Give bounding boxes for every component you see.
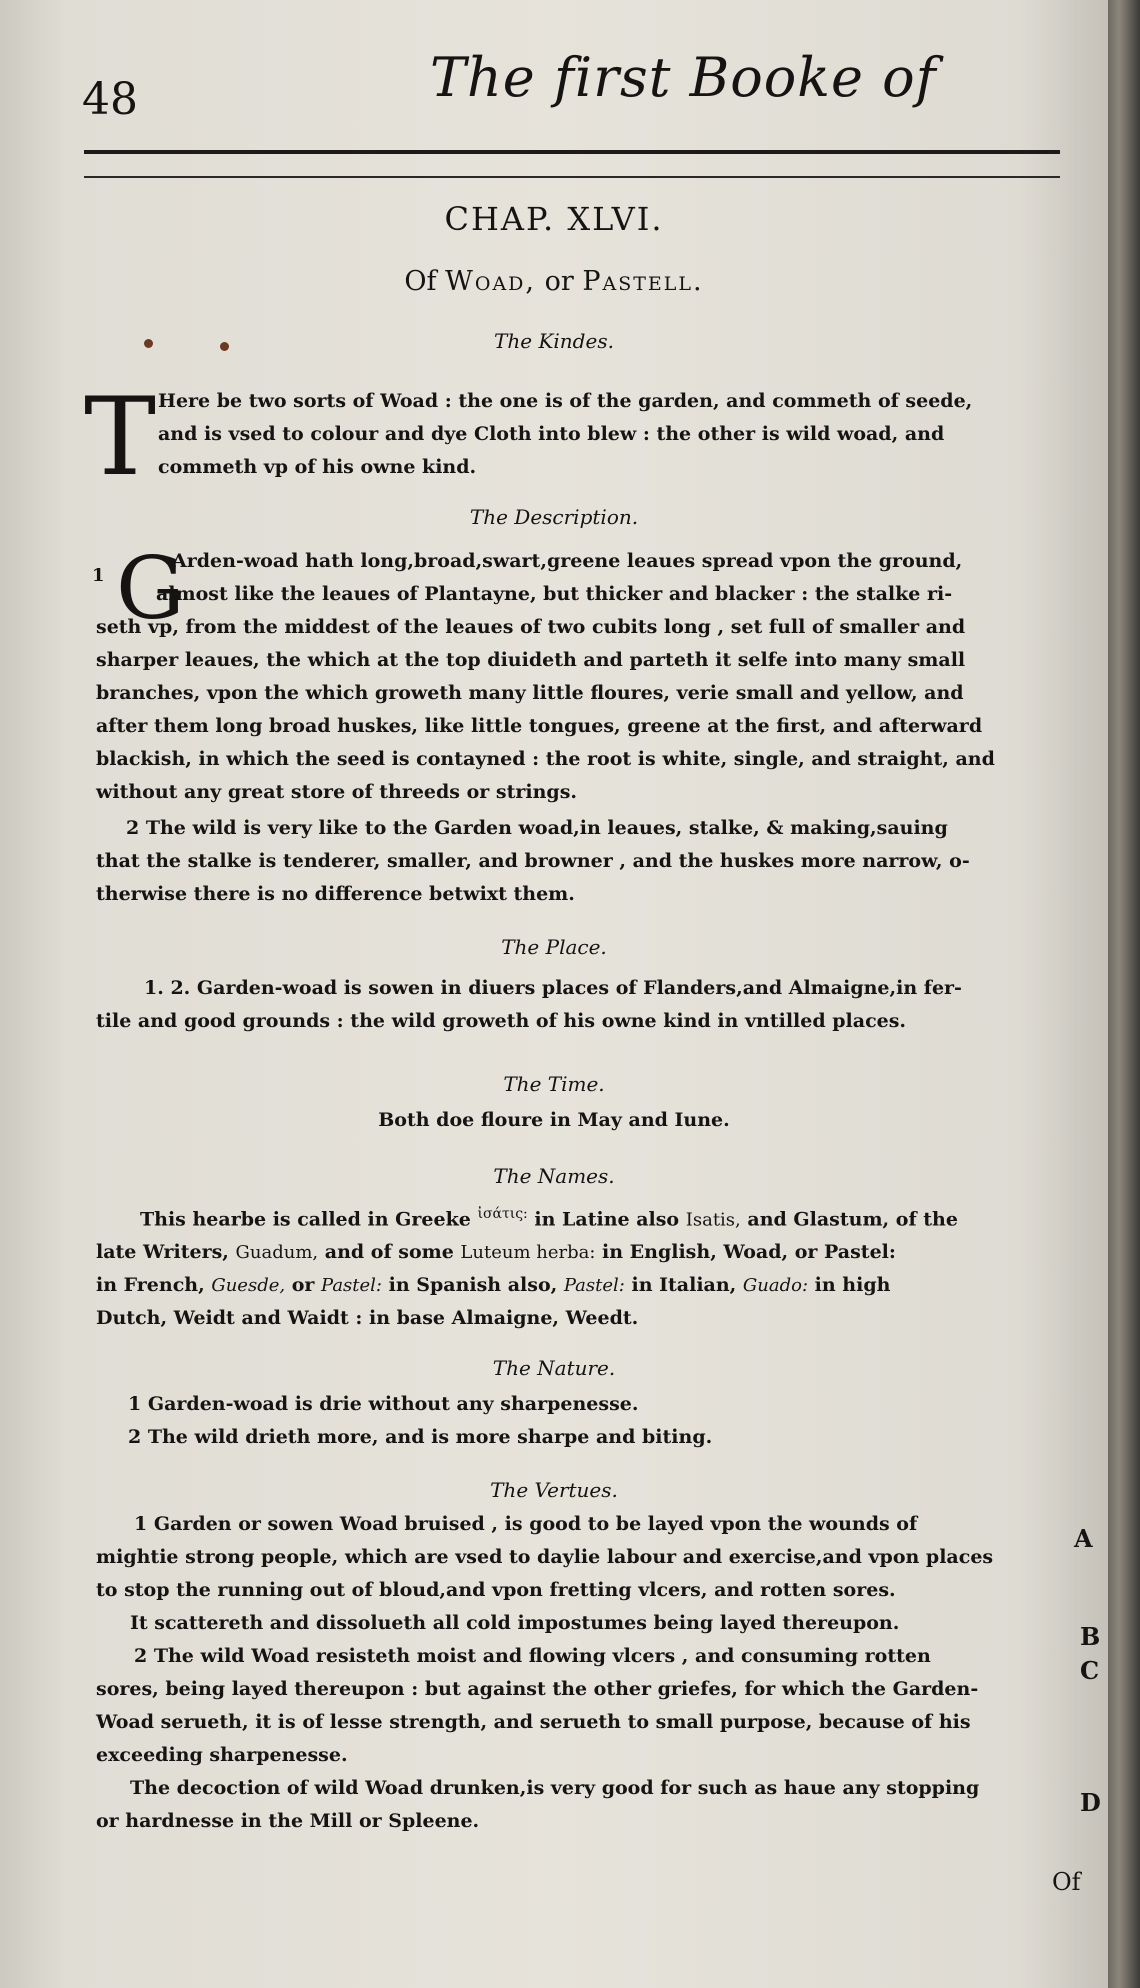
- text-line: The decoction of wild Woad drunken,is very good for such as haue any stopping: [130, 1777, 980, 1799]
- italian-name: Guado:: [742, 1275, 809, 1297]
- latin-name: Guadum,: [235, 1242, 319, 1264]
- margin-letter-d: D: [1080, 1788, 1101, 1817]
- nature-paragraph: [128, 1388, 712, 1454]
- item-number: 1: [134, 1513, 148, 1535]
- page-number: 48: [82, 74, 138, 125]
- article-title-or: or: [536, 266, 583, 297]
- item-number: 1: [128, 1393, 142, 1415]
- text-fragment: in Latine also: [527, 1208, 686, 1231]
- article-title: [0, 266, 1108, 297]
- margin-letter-c: C: [1080, 1656, 1100, 1685]
- text-line: seth vp, from the middest of the leaues of two cubits long , set full of smaller and: [96, 616, 966, 638]
- french-name: Pastel:: [321, 1275, 382, 1297]
- kindes-paragraph: [158, 385, 972, 484]
- text-line: Dutch, Weidt and Waidt : in base Almaigne, Weedt.: [96, 1307, 639, 1330]
- text-line: The wild drieth more, and is more sharpe and biting.: [147, 1426, 713, 1448]
- text-line: [96, 1236, 958, 1269]
- text-line: therwise there is no difference betwixt them.: [96, 883, 575, 905]
- text-line: that the stalke is tenderer, smaller, and browner , and the huskes more narrow, o-: [96, 850, 970, 872]
- section-heading-nature: The Nature.: [492, 1356, 616, 1380]
- greek-name: ἰσάτις:: [477, 1206, 528, 1222]
- text-fragment: and Glastum, of the: [740, 1208, 958, 1231]
- text-line: The wild Woad resisteth moist and flowing vlcers , and consuming rotten: [153, 1645, 931, 1667]
- margin-letter-a: A: [1074, 1524, 1093, 1553]
- text-line: Woad serueth, it is of lesse strength, and serueth to small purpose, because of his: [96, 1711, 971, 1733]
- section-heading-place: The Place.: [501, 935, 607, 959]
- item-number: 1. 2.: [144, 977, 191, 999]
- text-fragment: in Spanish also,: [382, 1274, 564, 1297]
- item-number: 2: [126, 817, 140, 839]
- header-rule: [84, 150, 1060, 154]
- text-line: Garden-woad is drie without any sharpenesse.: [147, 1393, 639, 1415]
- names-paragraph: [96, 1198, 958, 1335]
- text-fragment: late Writers,: [96, 1241, 236, 1264]
- page-gutter-edge: [1108, 0, 1140, 1988]
- text-line: exceeding sharpenesse.: [96, 1744, 348, 1766]
- text-line: mightie strong people, which are vsed to daylie labour and exercise,and vpon places: [96, 1546, 994, 1568]
- section-heading-time: The Time.: [503, 1072, 605, 1096]
- text-line-with-number: [96, 1640, 993, 1673]
- spanish-name: Pastel:: [563, 1275, 625, 1297]
- text-line: and is vsed to colour and dye Cloth into blew : the other is wild woad, and: [158, 423, 945, 445]
- drop-cap-g: G: [116, 539, 185, 639]
- text-line: sharper leaues, the which at the top diuideth and parteth it selfe into many small: [96, 649, 966, 671]
- text-line: sores, being layed thereupon : but against the other griefes, for which the Garden-: [96, 1678, 979, 1700]
- description-paragraph-1: [96, 539, 995, 809]
- text-line: Garden-woad is sowen in diuers places of Flanders,and Almaigne,in fer-: [196, 977, 962, 999]
- text-line: tile and good grounds : the wild groweth of his owne kind in vntilled places.: [96, 1010, 907, 1032]
- text-fragment: in Italian,: [624, 1274, 743, 1297]
- text-line: Garden or sowen Woad bruised , is good to be layed vpon the wounds of: [153, 1513, 918, 1535]
- chapter-title: CHAP. XLVI.: [444, 200, 664, 238]
- section-heading-kindes: The Kindes.: [494, 329, 614, 353]
- text-line: blackish, in which the seed is contayned : the root is white, single, and straight, and: [96, 748, 995, 770]
- margin-letter-b: B: [1080, 1622, 1101, 1651]
- text-line: branches, vpon the which groweth many little floures, verie small and yellow, and: [96, 682, 964, 704]
- item-number: 1: [92, 565, 105, 586]
- text-fragment: in French,: [96, 1274, 212, 1297]
- text-line: without any great store of threeds or strings.: [96, 781, 578, 803]
- item-number: 2: [134, 1645, 148, 1667]
- text-fragment: This hearbe is called in Greeke: [140, 1208, 478, 1231]
- catchword: Of: [1052, 1868, 1081, 1896]
- text-line: Here be two sorts of Woad : the one is of the garden, and commeth of seede,: [158, 390, 973, 412]
- text-line: or hardnesse in the Mill or Spleene.: [96, 1810, 480, 1832]
- text-line: It scattereth and dissolueth all cold impostumes being layed thereupon.: [130, 1612, 900, 1634]
- article-title-woad: Woad,: [445, 266, 536, 297]
- section-heading-description: The Description.: [469, 505, 639, 529]
- text-fragment: in English, Woad, or Pastel:: [595, 1241, 896, 1264]
- article-title-prefix: Of: [404, 266, 446, 297]
- text-line: after them long broad huskes, like little tongues, greene at the first, and afterward: [96, 715, 983, 737]
- text-line-with-number: [96, 812, 970, 845]
- latin-name: Isatis,: [685, 1209, 741, 1231]
- text-fragment: or: [285, 1274, 322, 1297]
- french-name: Guesde,: [211, 1275, 286, 1297]
- time-line: Both doe floure in May and Iune.: [378, 1109, 730, 1131]
- drop-cap-t: T: [84, 375, 157, 500]
- text-fragment: and of some: [318, 1241, 461, 1264]
- text-line: almost like the leaues of Plantayne, but thicker and blacker : the stalke ri-: [156, 583, 953, 605]
- article-title-pastell: Pastell.: [582, 266, 704, 297]
- text-line: commeth vp of his owne kind.: [158, 456, 477, 478]
- place-paragraph: [96, 972, 962, 1038]
- text-line-with-number: [96, 972, 962, 1005]
- item-number: 2: [128, 1426, 142, 1448]
- text-line: [96, 1269, 958, 1302]
- text-line: The wild is very like to the Garden woad,in leaues, stalke, & making,sauing: [145, 817, 948, 839]
- vertues-paragraph-1: [96, 1508, 993, 1838]
- text-line-with-number: [128, 1421, 712, 1454]
- text-fragment: in high: [808, 1274, 891, 1297]
- text-line: Arden-woad hath long,broad,swart,greene leaues spread vpon the ground,: [172, 550, 963, 572]
- running-head: The first Booke of: [430, 46, 937, 109]
- text-line-with-number: [96, 1508, 993, 1541]
- latin-name: Luteum herba:: [460, 1242, 596, 1264]
- section-heading-names: The Names.: [493, 1164, 615, 1188]
- text-line: [96, 1198, 958, 1236]
- text-line: to stop the running out of bloud,and vpon fretting vlcers, and rotten sores.: [96, 1579, 896, 1601]
- header-rule-lower: [84, 176, 1060, 178]
- description-paragraph-2: [96, 812, 970, 911]
- text-line-with-number: [128, 1388, 712, 1421]
- section-heading-vertues: The Vertues.: [490, 1478, 618, 1502]
